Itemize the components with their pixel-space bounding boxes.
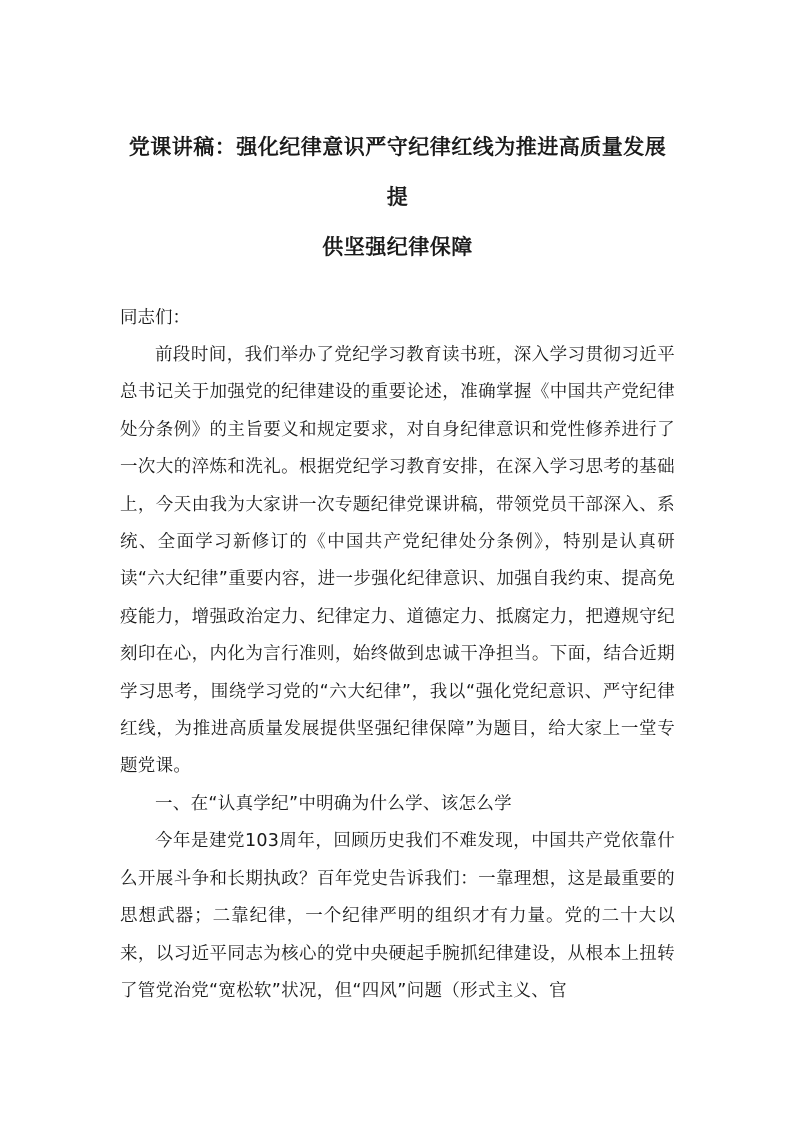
title-line-2: 供坚强纪律保障: [322, 235, 473, 259]
salutation: 同志们：: [120, 308, 190, 328]
title-line-1: 党课讲稿：强化纪律意识严守纪律红线为推进高质量发展提: [128, 135, 667, 209]
document-title: [120, 122, 675, 272]
section-heading-1: 一、在“认真学纪”中明确为什么学、该怎么学: [155, 793, 512, 814]
document-page: [120, 122, 675, 1010]
body-paragraph-2: 今年是建党103周年，回顾历史我们不难发现，中国共产党依靠什么开展斗争和长期执政？百年党史告诉我们：一靠理想，这是最重要的思想武器；二靠纪律，一个纪律严明的组织才有力量。党的二十大以来，以习近平同志为核心的党中央硬起手腕抓纪律建设，从根本上扭转了管党治党“宽松软”状况，但“四风”问题（形式主义、官: [120, 831, 675, 1001]
body-paragraph-1: 前段时间，我们举办了党纪学习教育读书班，深入学习贯彻习近平总书记关于加强党的纪律建设的重要论述，准确掌握《中国共产党纪律处分条例》的主旨要义和规定要求，对自身纪律意识和党性修养进行了一次大的淬炼和洗礼。根据党纪学习教育安排，在深入学习思考的基础上，今天由我为大家讲一次专题纪律党课讲稿，带领党员干部深入、系统、全面学习新修订的《中国共产党纪律处分条例》，特别是认真研读“六大纪律”重要内容，进一步强化纪律意识、加强自我约束、提高免疫能力，增强政治定力、纪律定力、道德定力、抵腐定力，把遵规守纪刻印在心，内化为言行准则，始终做到忠诚干净担当。下面，结合近期学习思考，围绕学习党的“六大纪律”，我以“强化党纪意识、严守纪律红线，为推进高质量发展提供坚强纪律保障”为题目，给大家上一堂专题党课。: [120, 345, 675, 777]
